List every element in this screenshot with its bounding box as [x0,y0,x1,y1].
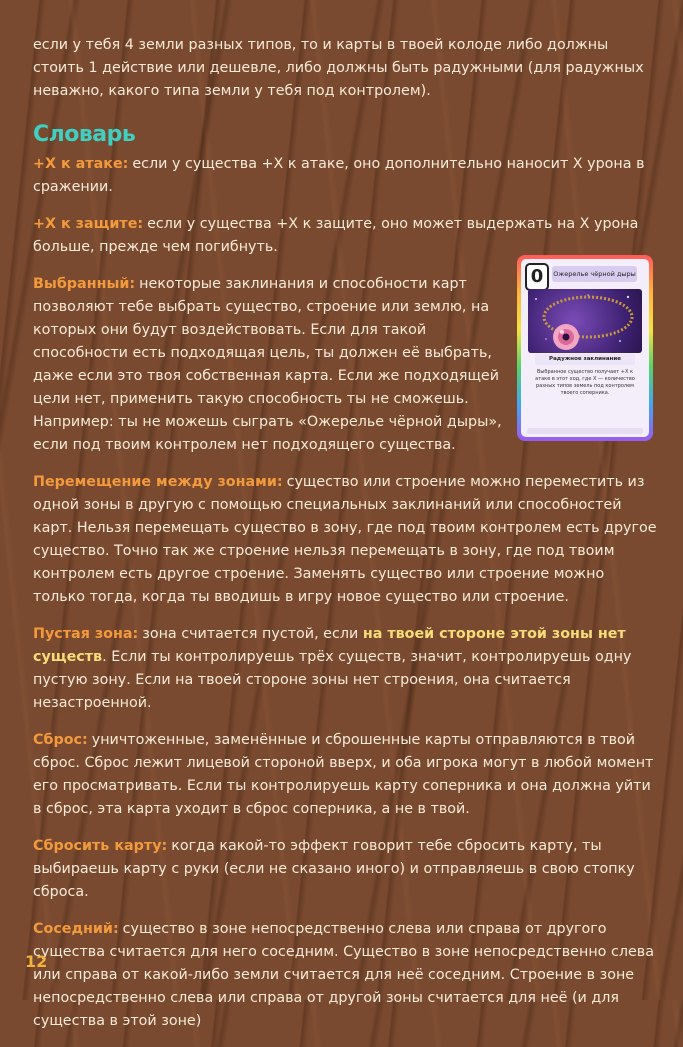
glossary-entry-attack [33,153,658,199]
glossary-entry-discard-pile [33,729,658,821]
glossary-term: Перемещение между зонами: [33,474,283,490]
glossary-term: +X к защите: [33,216,144,232]
page-number: 12 [25,952,48,971]
glossary-term: Сброс: [33,732,88,748]
glossary-entry-defense [33,213,658,259]
glossary-entry-moving-zones [33,471,658,609]
example-card [517,255,653,441]
page-content [33,34,658,1047]
glossary-definition: уничтоженные, заменённые и сброшенные карты отправляются в твой сброс. Сброс лежит лицевой стороной вверх, и оба игрока могут в любой момент его просматривать. Если ты контролируешь карту соперника и она должна уйти в сброс, эта карта уходит в сброс соперника, а не в твой. [33,732,654,817]
glossary-definition-start: зона считается пустой, если [142,626,359,642]
glossary-term: Пустая зона: [33,626,139,642]
card-type: Радужное заклинание [535,354,635,365]
glossary-term: Выбранный: [33,276,136,292]
intro-paragraph: если у тебя 4 земли разных типов, то и карты в твоей колоде либо должны стоить 1 действие или дешевле, либо должны быть радужными (для радужных неважно, какого типа земли у тебя под контролем). [33,37,644,99]
glossary-definition: если у существа +X к защите, оно может выдержать на X урона больше, прежде чем погибнуть. [33,216,639,255]
card-name: Ожерелье чёрной дыры [552,266,637,282]
glossary-entry-adjacent [33,918,658,1033]
glossary-entry-empty-zone [33,623,658,715]
black-hole-necklace-icon [528,289,642,353]
card-footer-bar [527,428,643,434]
card-art [528,289,642,353]
glossary-definition: существо или строение можно переместить из одной зоны в другую с помощью специальных заклинаний или способностей карт. Нельзя перемещать существо в зону, где под твоим контролем есть другое существо. Точно так же строение нельзя перемещать в зону, где под твоим контролем есть другое строение. Заменять существо или строение можно только тогда, когда ты вводишь в игру новое существо или строение. [33,474,657,605]
card-rules-text: Выбранное существо получает +X к атаке в этот ход, где X — количество разных типов земель под контролем твоего соперника. [535,369,635,396]
glossary-entry-discard-card [33,835,658,904]
card-cost: 0 [525,263,549,291]
section-title: Словарь [33,122,136,147]
glossary-term: Сбросить карту: [33,838,168,854]
glossary-definition: если у существа +X к атаке, оно дополнительно наносит X урона в сражении. [33,156,645,195]
glossary-definition: когда какой-то эффект говорит тебе сбросить карту, ты выбираешь карту с руки (если не сказано иного) и отправляешь в свою стопку сброса. [33,838,635,900]
highlighted-phrase: на твоей стороне этой зоны нет существ [33,626,626,665]
glossary-term: Соседний: [33,921,119,937]
glossary-definition: существо в зоне непосредственно слева или справа от другого существа считается для него соседним. Существо в зоне непосредственно слева или справа от какой-либо земли считается для неё соседним. Строение в зоне непосредственно слева или справа от другой зоны считается для неё (и для существа в этой зоне) [33,921,654,1029]
glossary-definition: некоторые заклинания и способности карт позволяют тебе выбрать существо, строение или землю, на которых они будут воздействовать. Если для такой способности есть подходящая цель, ты должен её выбрать, даже если это твоя собственная карта. Если же подходящей цели нет, применить такую способность ты не сможешь. Например: ты не можешь сыграть «Ожерелье чёрной дыры», если под твоим контролем нет подходящего существа. [33,276,502,453]
card-face [521,259,649,437]
glossary-entry-chosen [33,273,503,457]
glossary-term: +X к атаке: [33,156,129,172]
glossary-definition-end: . Если ты контролируешь трёх существ, значит, контролируешь одну пустую зону. Если на твоей стороне зоны нет строения, она считается незастроенной. [33,649,632,711]
